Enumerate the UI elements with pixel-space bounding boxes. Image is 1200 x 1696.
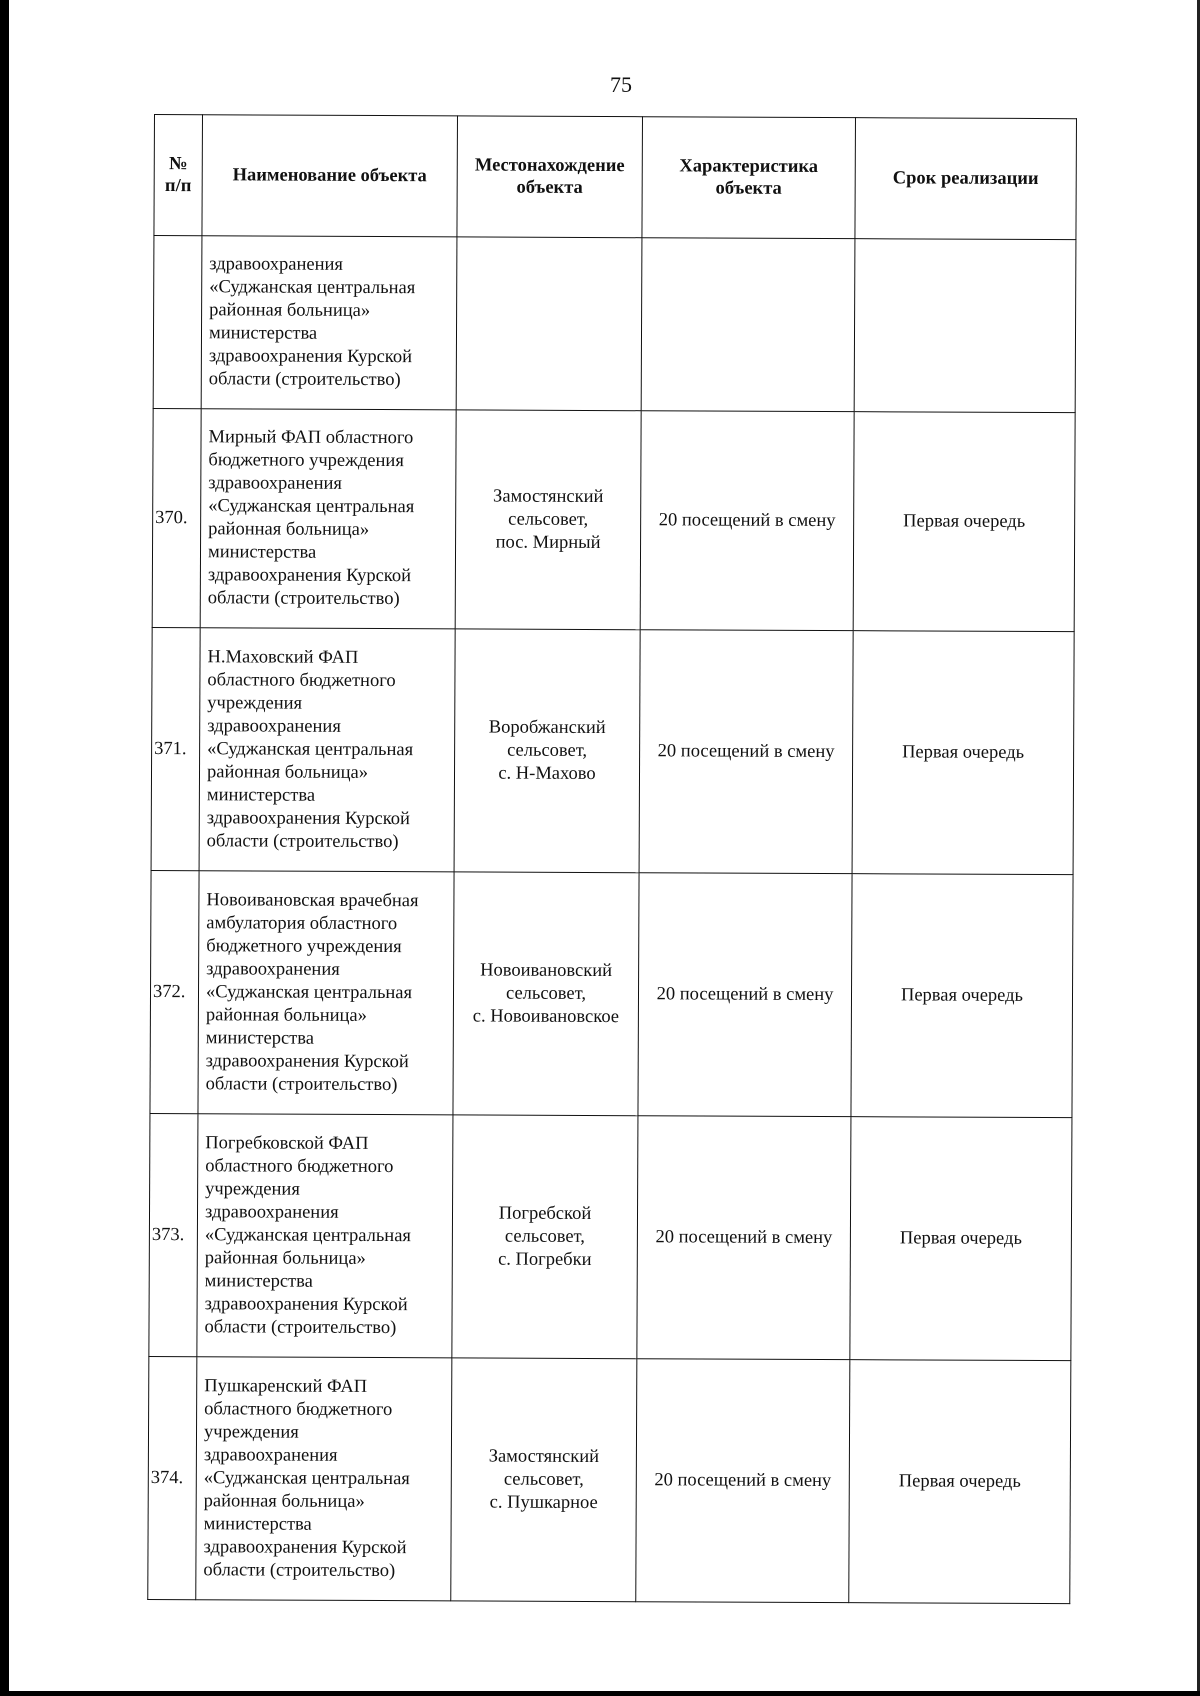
location-line: Замостянский <box>493 486 604 507</box>
name-line: здравоохранения <box>203 1444 338 1466</box>
name-line: здравоохранения Курской <box>204 1293 408 1315</box>
name-line: области (строительство) <box>208 369 401 391</box>
cell-num: 374. <box>148 1356 197 1599</box>
name-line: Пушкаренский ФАП <box>204 1375 368 1397</box>
name-line: министерства <box>206 784 316 806</box>
name-line: областного бюджетного <box>204 1398 393 1420</box>
name-line: учреждения <box>203 1421 299 1443</box>
cell-name <box>198 871 454 1115</box>
cell-term: Первая очередь <box>850 1117 1072 1361</box>
name-line: области (строительство) <box>203 1559 396 1581</box>
cell-characteristic: 20 посещений в смену <box>640 411 854 631</box>
header-num-line: № <box>168 154 188 175</box>
header-name: Наименование объекта <box>202 115 458 237</box>
name-line: здравоохранения <box>208 473 343 494</box>
name-line: Погребковской ФАП <box>205 1132 369 1154</box>
name-line: учреждения <box>205 1178 300 1200</box>
cell-name <box>200 409 456 629</box>
header-num <box>154 115 203 236</box>
header-location-line: объекта <box>516 177 583 198</box>
header-term: Срок реализации <box>855 118 1077 240</box>
name-line: министерства <box>205 1027 315 1049</box>
cell-term <box>854 239 1076 413</box>
name-line: здравоохранения <box>204 1201 339 1223</box>
location-line: с. Н-Махово <box>498 763 596 784</box>
cell-term: Первая очередь <box>851 874 1073 1118</box>
table-header-row <box>154 115 1077 240</box>
name-line: районная больница» <box>208 519 370 540</box>
location-line: Новоивановский <box>480 959 613 981</box>
location-line: с. Новоивановское <box>472 1005 620 1027</box>
name-line: районная больница» <box>205 1004 367 1026</box>
header-location <box>457 116 643 238</box>
cell-location <box>452 1115 638 1359</box>
location-line: Воробжанский <box>488 717 606 738</box>
header-location-line: Местонахождение <box>474 155 625 177</box>
cell-term: Первая очередь <box>853 412 1075 632</box>
cell-term: Первая очередь <box>852 631 1074 875</box>
name-line: «Суджанская центральная <box>203 1467 410 1489</box>
cell-location <box>453 872 639 1116</box>
name-line: здравоохранения Курской <box>206 807 410 829</box>
cell-name <box>199 628 455 872</box>
location-line: сельсовет, <box>504 1226 585 1247</box>
cell-num <box>153 236 202 409</box>
header-num-line: п/п <box>164 176 192 197</box>
name-line: области (строительство) <box>206 830 399 852</box>
header-characteristic <box>642 117 856 239</box>
scan-edge-left <box>0 0 9 1696</box>
location-line: с. Пушкарное <box>489 1492 598 1513</box>
cell-location <box>456 237 642 411</box>
name-line: здравоохранения Курской <box>203 1536 407 1558</box>
objects-table <box>147 114 1077 1604</box>
table-row <box>152 408 1075 631</box>
name-line: министерства <box>207 542 317 563</box>
location-line: пос. Мирный <box>495 532 601 553</box>
name-line: области (строительство) <box>204 1316 397 1338</box>
name-line: Мирный ФАП областного <box>208 427 414 449</box>
location-line: Погребской <box>498 1203 592 1224</box>
cell-num: 373. <box>149 1113 198 1356</box>
name-line: здравоохранения Курской <box>205 1050 409 1072</box>
location-line: сельсовет, <box>503 1469 584 1490</box>
cell-characteristic: 20 посещений в смену <box>637 1116 851 1360</box>
cell-characteristic <box>641 238 855 412</box>
name-line: здравоохранения Курской <box>207 565 412 587</box>
name-line: Новоивановская врачебная <box>206 889 419 911</box>
name-line: районная больница» <box>206 761 369 783</box>
cell-location <box>455 410 641 630</box>
name-line: «Суджанская центральная <box>205 981 413 1003</box>
name-line: амбулатория областного <box>206 912 398 934</box>
table-row <box>149 1113 1072 1360</box>
cell-term: Первая очередь <box>849 1360 1071 1604</box>
table-row-continuation <box>153 236 1076 413</box>
name-line: «Суджанская центральная <box>209 277 416 299</box>
location-line: сельсовет, <box>506 983 587 1004</box>
table-row <box>151 627 1074 874</box>
cell-name <box>196 1357 452 1601</box>
page-number: 75 <box>610 72 632 97</box>
name-line: министерства <box>203 1513 312 1535</box>
name-line: учреждения <box>207 692 303 714</box>
name-line: здравоохранения <box>209 254 344 275</box>
cell-characteristic: 20 посещений в смену <box>639 630 853 874</box>
location-line: сельсовет, <box>508 509 589 530</box>
name-line: областного бюджетного <box>205 1155 394 1177</box>
name-line: районная больница» <box>204 1247 366 1269</box>
cell-num: 372. <box>150 870 199 1113</box>
table-row <box>150 870 1073 1117</box>
name-line: «Суджанская центральная <box>208 496 415 518</box>
name-line: области (строительство) <box>205 1073 398 1095</box>
name-line: министерства <box>208 323 318 344</box>
name-line: «Суджанская центральная <box>204 1224 411 1246</box>
name-line: областного бюджетного <box>207 669 396 691</box>
cell-location <box>451 1358 637 1602</box>
name-line: районная больница» <box>209 300 371 321</box>
name-line: бюджетного учреждения <box>206 935 402 957</box>
cell-name <box>197 1114 453 1358</box>
cell-location <box>454 629 640 873</box>
cell-name <box>201 236 457 410</box>
name-line: районная больница» <box>203 1490 365 1512</box>
name-line: Н.Маховский ФАП <box>207 646 359 668</box>
name-line: здравоохранения <box>206 958 340 980</box>
location-line: с. Погребки <box>498 1249 592 1270</box>
scan-edge-bottom <box>0 1691 1200 1696</box>
name-line: области (строительство) <box>207 588 400 610</box>
table-row <box>148 1356 1071 1603</box>
cell-characteristic: 20 посещений в смену <box>636 1359 850 1603</box>
cell-num: 371. <box>151 627 200 870</box>
name-line: здравоохранения Курской <box>208 346 413 368</box>
name-line: министерства <box>204 1270 313 1292</box>
location-line: сельсовет, <box>507 740 588 761</box>
header-characteristic-line: Характеристика <box>679 156 819 178</box>
name-line: здравоохранения <box>207 715 341 737</box>
location-line: Замостянский <box>488 1446 600 1467</box>
cell-num: 370. <box>152 408 201 627</box>
name-line: «Суджанская центральная <box>207 738 414 760</box>
name-line: бюджетного учреждения <box>208 450 404 472</box>
header-characteristic-line: объекта <box>715 178 782 199</box>
cell-characteristic: 20 посещений в смену <box>638 873 852 1117</box>
